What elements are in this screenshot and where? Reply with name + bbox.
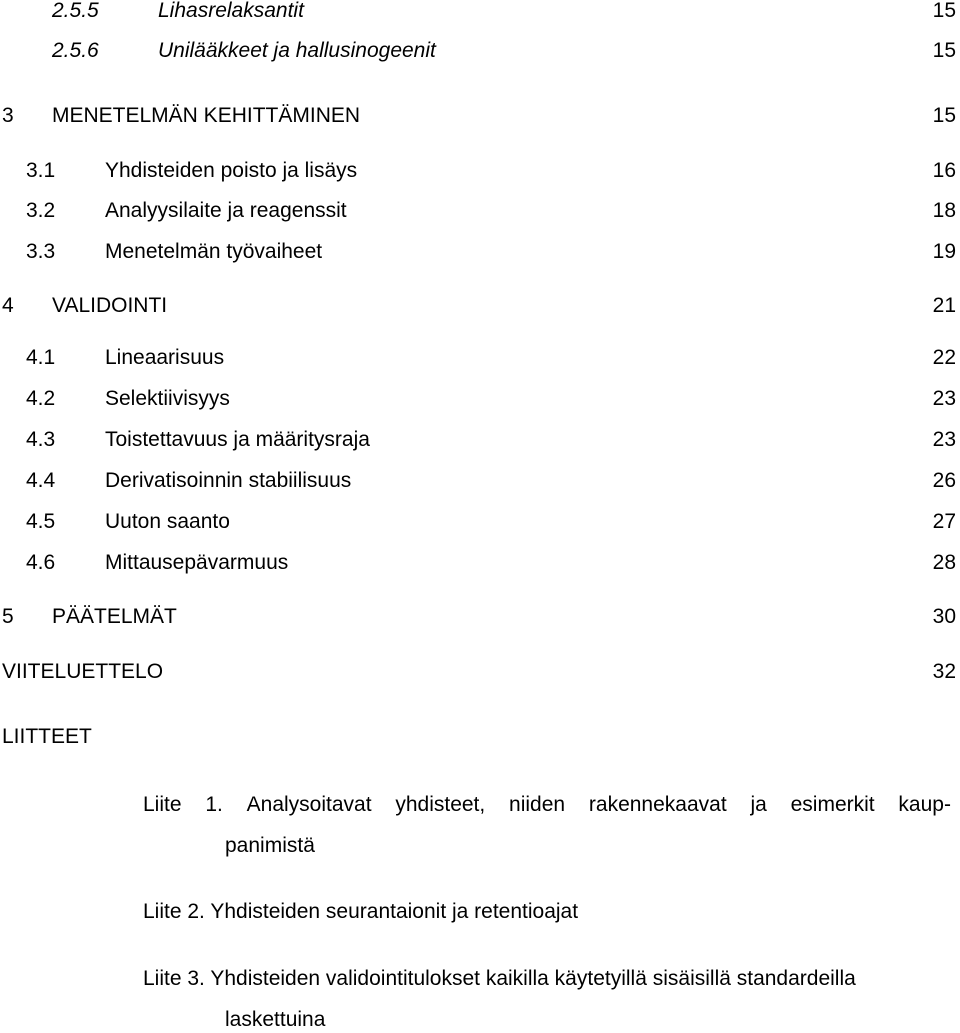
toc-entry-title: PÄÄTELMÄT <box>52 605 177 628</box>
toc-entry-page: 15 <box>932 0 956 22</box>
toc-entry-page: 27 <box>932 510 956 533</box>
toc-entry-number: 4.3 <box>26 428 56 451</box>
appendix-entry-line: Liite 2. Yhdisteiden seurantaionit ja retentioajat <box>143 900 579 923</box>
toc-entry <box>0 345 960 371</box>
toc-entry-number: 3.3 <box>26 240 56 263</box>
toc-entry-title: MENETELMÄN KEHITTÄMINEN <box>52 104 361 127</box>
appendix-word: Analysoitavat <box>246 793 372 816</box>
toc-entry-number: 5 <box>2 605 14 628</box>
toc-entry-number: 3.2 <box>26 199 56 222</box>
toc-entry-title: Yhdisteiden poisto ja lisäys <box>105 159 358 182</box>
appendix-entry-continuation: panimistä <box>225 834 315 857</box>
toc-entry <box>0 158 960 184</box>
toc-entry-page: 23 <box>932 428 956 451</box>
toc-entry-title: Toistettavuus ja määritysraja <box>105 428 370 451</box>
toc-entry-title: Uuton saanto <box>105 510 230 533</box>
toc-entry-title: VALIDOINTI <box>52 294 168 317</box>
toc-chapter <box>0 659 960 685</box>
toc-entry-page: 15 <box>932 104 956 127</box>
toc-entry-number: 4.4 <box>26 469 56 492</box>
toc-entry <box>0 468 960 494</box>
appendix-word: ja <box>750 793 767 816</box>
toc-chapter <box>0 604 960 630</box>
toc-entry-title: VIITELUETTELO <box>2 660 164 683</box>
toc-entry <box>0 198 960 224</box>
toc-entry <box>0 550 960 576</box>
toc-entry-title: Derivatisoinnin stabiilisuus <box>105 469 352 492</box>
toc-entry-page: 16 <box>932 159 956 182</box>
toc-entry-title: Mittausepävarmuus <box>105 551 289 574</box>
toc-entry-page: 18 <box>932 199 956 222</box>
toc-entry-number: 4 <box>2 294 14 317</box>
toc-entry-page: 19 <box>932 240 956 263</box>
appendix-word: esimerkit <box>790 793 875 816</box>
toc-chapter <box>0 103 960 129</box>
toc-chapter <box>0 293 960 319</box>
toc-entry-number: 3 <box>2 104 14 127</box>
toc-entry <box>0 427 960 453</box>
appendix-entry-line: Liite 3. Yhdisteiden validointitulokset kaikilla käytetyillä sisäisillä standardeilla <box>143 967 856 990</box>
toc-chapter <box>0 724 960 750</box>
appendix-word: rakennekaavat <box>588 793 727 816</box>
toc-entry <box>0 38 960 64</box>
appendix-entry-line <box>143 792 951 818</box>
toc-entry-title: Lineaarisuus <box>105 346 225 369</box>
toc-entry-title: Analyysilaite ja reagenssit <box>105 199 347 222</box>
toc-entry-page: 28 <box>932 551 956 574</box>
toc-entry <box>0 239 960 265</box>
toc-entry <box>0 0 960 24</box>
appendix-word: kaup- <box>898 793 951 816</box>
toc-entry-page: 21 <box>932 294 956 317</box>
toc-entry-title: Menetelmän työvaiheet <box>105 240 323 263</box>
toc-entry-number: 4.1 <box>26 346 56 369</box>
toc-entry-title: Unilääkkeet ja hallusinogeenit <box>158 39 436 62</box>
toc-entry <box>0 386 960 412</box>
toc-entry <box>0 509 960 535</box>
appendix-word: 1. <box>205 793 223 816</box>
toc-entry-number: 2.5.5 <box>52 0 99 22</box>
toc-entry-number: 2.5.6 <box>52 39 99 62</box>
toc-entry-number: 4.5 <box>26 510 56 533</box>
toc-entry-page: 15 <box>932 39 956 62</box>
appendix-word: yhdisteet, <box>395 793 486 816</box>
toc-entry-title: Selektiivisyys <box>105 387 230 410</box>
toc-entry-page: 32 <box>932 660 956 683</box>
toc-entry-page: 30 <box>932 605 956 628</box>
toc-entry-page: 26 <box>932 469 956 492</box>
appendix-word: Liite <box>143 793 182 816</box>
toc-entry-number: 4.6 <box>26 551 56 574</box>
toc-entry-title: Lihasrelaksantit <box>158 0 304 22</box>
toc-entry-page: 22 <box>932 346 956 369</box>
toc-entry-page: 23 <box>932 387 956 410</box>
toc-entry-number: 3.1 <box>26 159 56 182</box>
appendix-word: niiden <box>509 793 566 816</box>
toc-entry-title: LIITTEET <box>2 725 92 748</box>
appendix-entry-continuation: laskettuina <box>225 1008 326 1031</box>
toc-entry-number: 4.2 <box>26 387 56 410</box>
